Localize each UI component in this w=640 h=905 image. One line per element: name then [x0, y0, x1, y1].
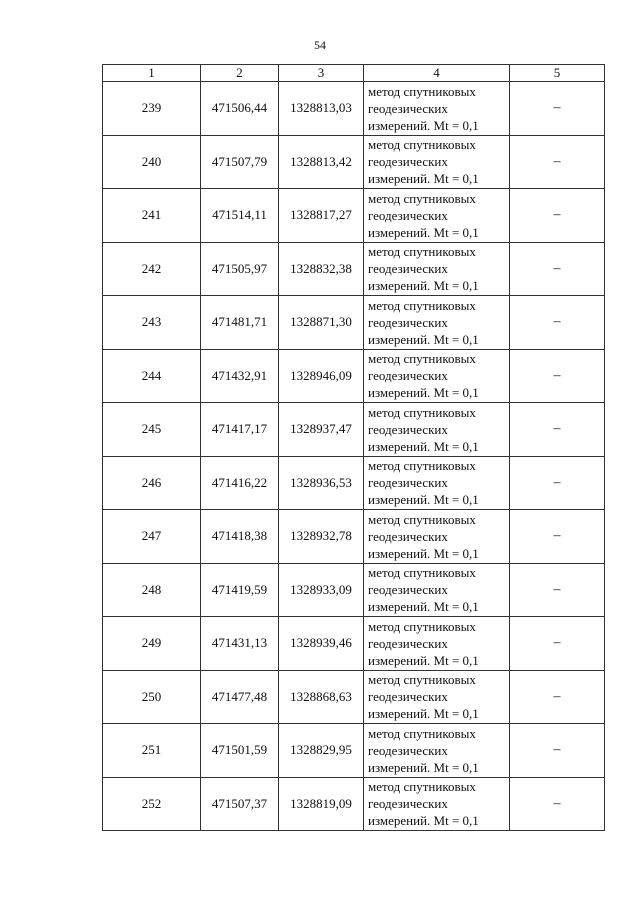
point-id-cell: 239	[103, 82, 201, 136]
page-number: 54	[314, 38, 326, 52]
table-row	[103, 349, 605, 403]
point-id-cell: 242	[103, 242, 201, 296]
note-cell: –	[510, 135, 605, 189]
note-cell: –	[510, 296, 605, 350]
note-cell: –	[510, 242, 605, 296]
method-cell: метод спутниковых геодезических измерений. Mt = 0,1	[364, 617, 510, 671]
point-id-cell: 251	[103, 724, 201, 778]
x-coordinate-cell: 471419,59	[201, 563, 279, 617]
x-coordinate-cell: 471431,13	[201, 617, 279, 671]
point-id-cell: 245	[103, 403, 201, 457]
x-coordinate-cell: 471432,91	[201, 349, 279, 403]
y-coordinate-cell: 1328868,63	[279, 670, 364, 724]
point-id-cell: 250	[103, 670, 201, 724]
column-header-2: 2	[201, 65, 279, 82]
table-row	[103, 617, 605, 671]
point-id-cell: 249	[103, 617, 201, 671]
point-id-cell: 244	[103, 349, 201, 403]
point-id-cell: 248	[103, 563, 201, 617]
table-row	[103, 724, 605, 778]
x-coordinate-cell: 471507,37	[201, 777, 279, 831]
x-coordinate-cell: 471506,44	[201, 82, 279, 136]
y-coordinate-cell: 1328937,47	[279, 403, 364, 457]
method-cell: метод спутниковых геодезических измерений. Mt = 0,1	[364, 403, 510, 457]
column-header-3: 3	[279, 65, 364, 82]
table-row	[103, 135, 605, 189]
table-row	[103, 563, 605, 617]
method-cell: метод спутниковых геодезических измерений. Mt = 0,1	[364, 510, 510, 564]
method-cell: метод спутниковых геодезических измерений. Mt = 0,1	[364, 82, 510, 136]
note-cell: –	[510, 777, 605, 831]
table-row	[103, 189, 605, 243]
column-header-5: 5	[510, 65, 605, 82]
y-coordinate-cell: 1328936,53	[279, 456, 364, 510]
x-coordinate-cell: 471481,71	[201, 296, 279, 350]
table-header-row	[103, 65, 605, 82]
x-coordinate-cell: 471507,79	[201, 135, 279, 189]
method-cell: метод спутниковых геодезических измерений. Mt = 0,1	[364, 242, 510, 296]
note-cell: –	[510, 349, 605, 403]
note-cell: –	[510, 82, 605, 136]
note-cell: –	[510, 563, 605, 617]
point-id-cell: 240	[103, 135, 201, 189]
y-coordinate-cell: 1328946,09	[279, 349, 364, 403]
table-row	[103, 777, 605, 831]
x-coordinate-cell: 471416,22	[201, 456, 279, 510]
x-coordinate-cell: 471477,48	[201, 670, 279, 724]
method-cell: метод спутниковых геодезических измерений. Mt = 0,1	[364, 670, 510, 724]
note-cell: –	[510, 403, 605, 457]
y-coordinate-cell: 1328939,46	[279, 617, 364, 671]
note-cell: –	[510, 670, 605, 724]
x-coordinate-cell: 471417,17	[201, 403, 279, 457]
method-cell: метод спутниковых геодезических измерений. Mt = 0,1	[364, 189, 510, 243]
table-row	[103, 82, 605, 136]
y-coordinate-cell: 1328813,42	[279, 135, 364, 189]
point-id-cell: 246	[103, 456, 201, 510]
note-cell: –	[510, 189, 605, 243]
x-coordinate-cell: 471514,11	[201, 189, 279, 243]
table-body	[103, 82, 605, 831]
y-coordinate-cell: 1328832,38	[279, 242, 364, 296]
x-coordinate-cell: 471501,59	[201, 724, 279, 778]
column-header-1: 1	[103, 65, 201, 82]
coordinates-table	[102, 64, 605, 831]
method-cell: метод спутниковых геодезических измерений. Mt = 0,1	[364, 777, 510, 831]
method-cell: метод спутниковых геодезических измерений. Mt = 0,1	[364, 349, 510, 403]
x-coordinate-cell: 471418,38	[201, 510, 279, 564]
table-row	[103, 510, 605, 564]
y-coordinate-cell: 1328932,78	[279, 510, 364, 564]
point-id-cell: 252	[103, 777, 201, 831]
table-row	[103, 296, 605, 350]
method-cell: метод спутниковых геодезических измерений. Mt = 0,1	[364, 135, 510, 189]
y-coordinate-cell: 1328817,27	[279, 189, 364, 243]
note-cell: –	[510, 617, 605, 671]
y-coordinate-cell: 1328933,09	[279, 563, 364, 617]
method-cell: метод спутниковых геодезических измерений. Mt = 0,1	[364, 724, 510, 778]
y-coordinate-cell: 1328819,09	[279, 777, 364, 831]
method-cell: метод спутниковых геодезических измерений. Mt = 0,1	[364, 563, 510, 617]
y-coordinate-cell: 1328829,95	[279, 724, 364, 778]
note-cell: –	[510, 456, 605, 510]
point-id-cell: 247	[103, 510, 201, 564]
table-row	[103, 670, 605, 724]
table-row	[103, 456, 605, 510]
method-cell: метод спутниковых геодезических измерений. Mt = 0,1	[364, 296, 510, 350]
table-row	[103, 403, 605, 457]
column-header-4: 4	[364, 65, 510, 82]
method-cell: метод спутниковых геодезических измерений. Mt = 0,1	[364, 456, 510, 510]
table-row	[103, 242, 605, 296]
y-coordinate-cell: 1328871,30	[279, 296, 364, 350]
y-coordinate-cell: 1328813,03	[279, 82, 364, 136]
point-id-cell: 241	[103, 189, 201, 243]
x-coordinate-cell: 471505,97	[201, 242, 279, 296]
point-id-cell: 243	[103, 296, 201, 350]
note-cell: –	[510, 724, 605, 778]
note-cell: –	[510, 510, 605, 564]
